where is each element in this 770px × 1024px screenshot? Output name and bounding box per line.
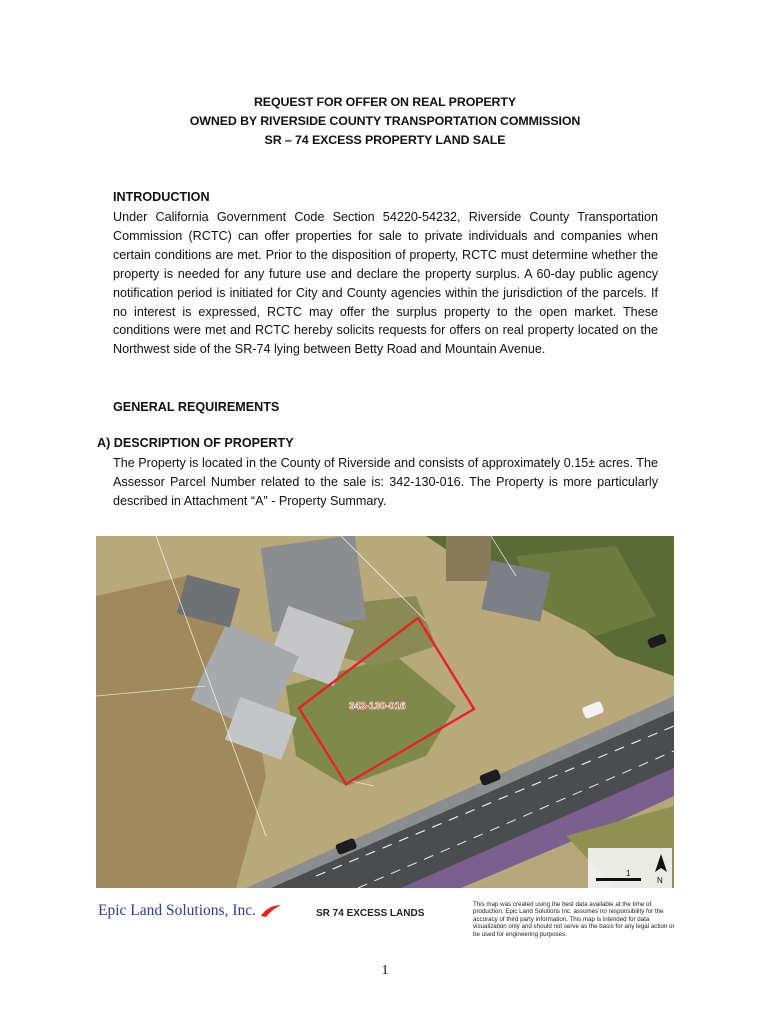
page-number: 1	[381, 963, 389, 978]
scale-label: 1	[626, 869, 631, 878]
north-label: N	[657, 876, 663, 885]
title-line-2: OWNED BY RIVERSIDE COUNTY TRANSPORTATION COMMISSION	[189, 114, 581, 128]
description-paragraph: The Property is located in the County of Riverside and consists of approximately 0.15± acres. The Assessor Parcel Number related to the sale is: 342-130-016. The Property is more particularly described in Attachment “A” - Property Summary.	[113, 456, 658, 508]
parcel-label: 342-130-016	[349, 701, 406, 712]
introduction-heading: INTRODUCTION	[113, 190, 210, 204]
epic-logo-text: Epic Land Solutions, Inc.	[98, 902, 256, 919]
map-caption: SR 74 EXCESS LANDS	[316, 908, 425, 919]
description-of-property-heading: A) DESCRIPTION OF PROPERTY	[97, 436, 294, 450]
map-disclaimer: This map was created using the best data available at the time of production. Epic Land Solutions Inc. assumes no responsibility for the accuracy of third party information. This map is intended for data visualization only and should not serve as the basis for any legal action or be used for engineering purposes.	[473, 901, 675, 938]
scale-bar	[596, 878, 641, 881]
introduction-paragraph: Under California Government Code Section 54220-54232, Riverside County Transportation Commission (RCTC) can offer properties for sale to private individuals and companies when certain conditions are met. Prior to the disposition of property, RCTC must determine whether the property is needed for any future use and declare the property surplus. A 60-day public agency notification period is initiated for City and County agencies within the jurisdiction of the parcels. If no interest is expressed, RCTC may offer the surplus property to the open market. These conditions were met and RCTC hereby solicits requests for offers on real property located on the Northwest side of the SR-74 lying between Betty Road and Mountain Avenue.	[113, 210, 658, 357]
aerial-map	[96, 536, 674, 888]
aerial-map-image	[96, 536, 674, 888]
title-line-3: SR – 74 EXCESS PROPERTY LAND SALE	[264, 133, 506, 147]
swoosh-icon	[260, 904, 282, 918]
epic-logo	[98, 902, 282, 920]
general-requirements-heading: GENERAL REQUIREMENTS	[113, 400, 280, 414]
title-line-1: REQUEST FOR OFFER ON REAL PROPERTY	[253, 95, 517, 109]
